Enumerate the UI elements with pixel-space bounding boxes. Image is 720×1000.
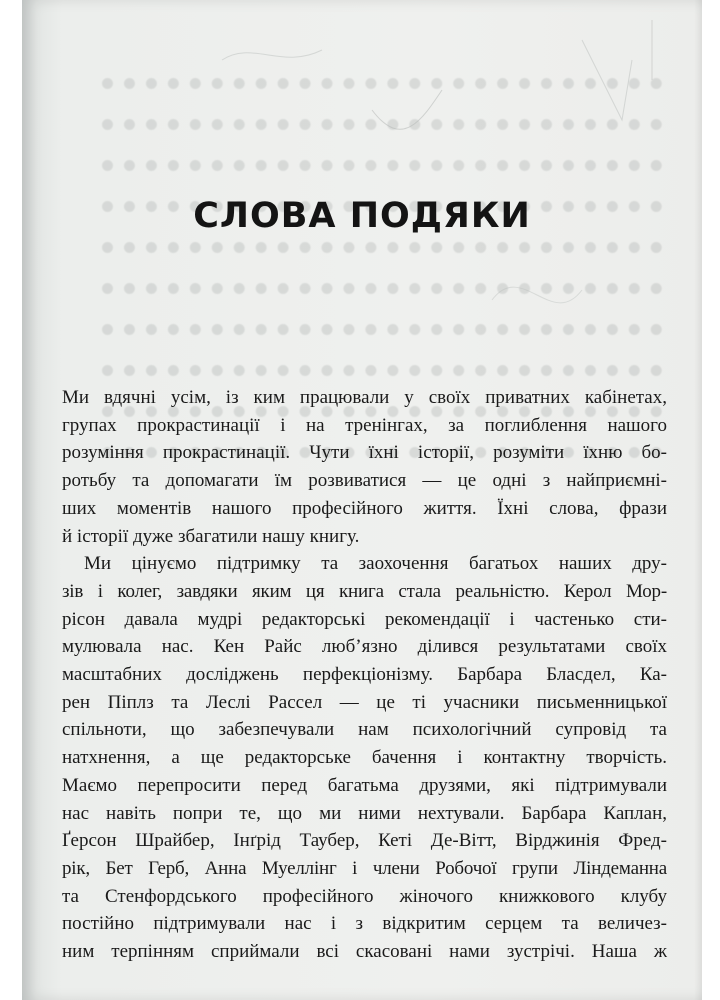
text-line: Ми цінуємо підтримку та заохочення багатьох наших дру-: [84, 553, 667, 575]
book-page: [22, 0, 702, 1000]
acknowledgements-text: [62, 384, 667, 966]
page-edge-shadow: [694, 0, 702, 1000]
text-line: ним терпінням сприймали всі скасовані нами зустрічі. Наша ж: [62, 941, 667, 963]
text-line: рен Піплз та Леслі Рассел — це ті учасники письменницької: [62, 691, 667, 713]
text-line: рік, Бет Герб, Анна Муеллінг і члени Робочої групи Ліндеманна: [62, 857, 667, 879]
text-line: Ґерсон Шрайбер, Інґрід Таубер, Кеті Де-Вітт, Вірджинія Фред-: [62, 830, 667, 852]
text-line: Маємо перепросити перед багатьма друзями, які підтримували: [62, 774, 667, 796]
text-line: постійно підтримували нас і з відкритим серцем та величез-: [62, 913, 667, 935]
text-line: зів і колег, завдяки яким ця книга стала реальністю. Керол Мор-: [62, 580, 667, 602]
page-title: СЛОВА ПОДЯКИ: [193, 196, 531, 236]
text-line: спільноти, що забезпечували нам психологічний супровід та: [62, 719, 667, 741]
text-line: ротьбу та допомагати їм розвиватися — це одні з найприємні-: [62, 470, 667, 492]
text-line: й історії дуже збагатили нашу книгу.: [62, 525, 360, 547]
text-line: мулювала нас. Кен Райс люб’язно ділився результатами своїх: [62, 636, 667, 658]
text-line: та Стенфордського професійного жіночого книжкового клубу: [62, 885, 667, 907]
text-line: нас навіть попри те, що ми ними нехтували. Барбара Каплан,: [62, 802, 667, 824]
text-line: натхнення, а ще редакторське бачення і контактну творчість.: [62, 747, 667, 769]
text-line: групах прокрастинації і на тренінгах, за поглиблення нашого: [62, 414, 667, 436]
text-line: Ми вдячні усім, із ким працювали у своїх приватних кабінетах,: [62, 387, 667, 408]
text-line: розуміння прокрастинації. Чути їхні історії, розуміти їхню бо-: [62, 442, 667, 464]
text-line: масштабних досліджень перфекціонізму. Барбара Бласдел, Ка-: [62, 664, 667, 686]
text-line: ших моментів нашого професійного життя. Їхні слова, фрази: [62, 497, 667, 519]
text-line: рісон давала мудрі редакторські рекомендації і частенько сти-: [62, 608, 667, 630]
